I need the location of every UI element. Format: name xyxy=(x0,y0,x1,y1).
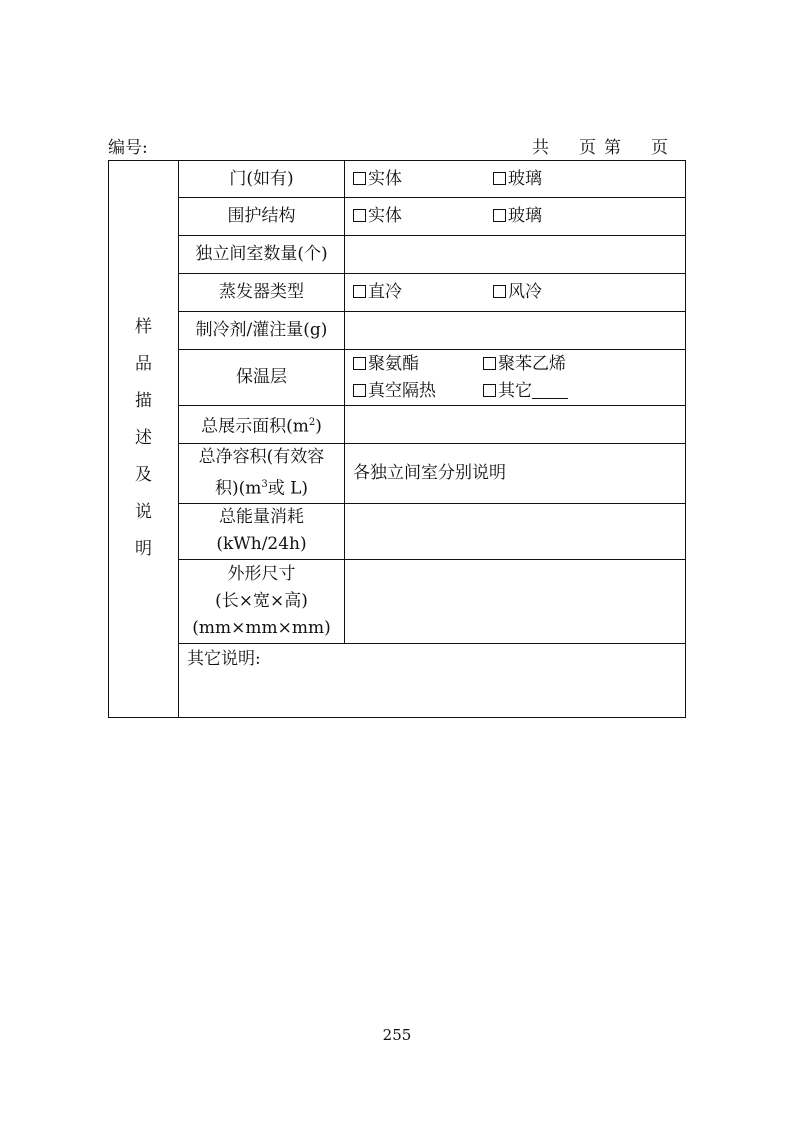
table-row xyxy=(109,274,686,312)
compartments-label: 独立间室数量(个) xyxy=(179,236,345,274)
checkbox-icon[interactable] xyxy=(483,384,496,397)
table-row xyxy=(109,406,686,444)
refrigerant-label: 制冷剂/灌注量(g) xyxy=(179,312,345,350)
other-blank[interactable] xyxy=(532,382,568,399)
total-prefix: 共 xyxy=(532,138,549,158)
checkbox-icon[interactable] xyxy=(493,172,506,185)
insulation-options xyxy=(345,350,686,406)
table-row xyxy=(109,236,686,274)
insulation-other-option[interactable]: 其它 xyxy=(483,378,568,405)
energy-value[interactable] xyxy=(345,503,686,559)
table-row xyxy=(109,312,686,350)
checkbox-icon[interactable] xyxy=(353,172,366,185)
energy-label: 总能量消耗 (kWh/24h) xyxy=(179,503,345,559)
enclosure-glass-option[interactable]: 玻璃 xyxy=(493,203,542,230)
page-prefix: 第 xyxy=(604,138,621,158)
checkbox-icon[interactable] xyxy=(493,285,506,298)
table-row xyxy=(109,503,686,559)
other-notes-label: 其它说明: xyxy=(187,648,261,669)
insulation-eps-option[interactable]: 聚苯乙烯 xyxy=(483,351,566,378)
page-number: 255 xyxy=(382,1026,412,1044)
checkbox-icon[interactable] xyxy=(353,357,366,370)
table-row xyxy=(109,559,686,643)
table-row xyxy=(109,643,686,717)
enclosure-options xyxy=(345,198,686,236)
net-volume-label: 总净容积(有效容 积)($m^3$或 L) xyxy=(179,444,345,504)
evaporator-direct-option[interactable]: 直冷 xyxy=(353,279,493,306)
evaporator-options xyxy=(345,274,686,312)
insulation-vacuum-option[interactable]: 真空隔热 xyxy=(353,378,483,405)
evaporator-air-option[interactable]: 风冷 xyxy=(493,279,542,306)
page-count xyxy=(532,133,668,158)
table-row xyxy=(109,198,686,236)
serial-number-label: 编号: xyxy=(108,138,148,158)
display-area-label: 总展示面积$(m^2)$ xyxy=(179,406,345,444)
other-notes-cell[interactable] xyxy=(179,643,686,717)
enclosure-solid-option[interactable]: 实体 xyxy=(353,203,493,230)
display-area-value[interactable] xyxy=(345,406,686,444)
insulation-label: 保温层 xyxy=(179,350,345,406)
dimensions-value[interactable] xyxy=(345,559,686,643)
enclosure-label: 围护结构 xyxy=(179,198,345,236)
checkbox-icon[interactable] xyxy=(353,285,366,298)
page-unit: 页 xyxy=(579,138,596,158)
door-label: 门(如有) xyxy=(179,161,345,198)
evaporator-label: 蒸发器类型 xyxy=(179,274,345,312)
sample-description-table xyxy=(108,160,686,718)
checkbox-icon[interactable] xyxy=(353,384,366,397)
door-options xyxy=(345,161,686,198)
checkbox-icon[interactable] xyxy=(353,209,366,222)
insulation-pu-option[interactable]: 聚氨酯 xyxy=(353,351,483,378)
page-unit: 页 xyxy=(651,138,668,158)
section-label: 样 品 描 述 及 说 明 xyxy=(135,317,152,560)
door-solid-option[interactable]: 实体 xyxy=(353,166,493,193)
net-volume-value[interactable]: 各独立间室分别说明 xyxy=(345,444,686,504)
form-header xyxy=(108,133,668,157)
checkbox-icon[interactable] xyxy=(483,357,496,370)
table-row xyxy=(109,444,686,504)
table-row xyxy=(109,161,686,198)
section-label-cell xyxy=(109,161,179,718)
table-row xyxy=(109,350,686,406)
dimensions-label: 外形尺寸 (长×宽×高) (mm×mm×mm) xyxy=(179,559,345,643)
refrigerant-value[interactable] xyxy=(345,312,686,350)
checkbox-icon[interactable] xyxy=(493,209,506,222)
door-glass-option[interactable]: 玻璃 xyxy=(493,166,542,193)
compartments-value[interactable] xyxy=(345,236,686,274)
